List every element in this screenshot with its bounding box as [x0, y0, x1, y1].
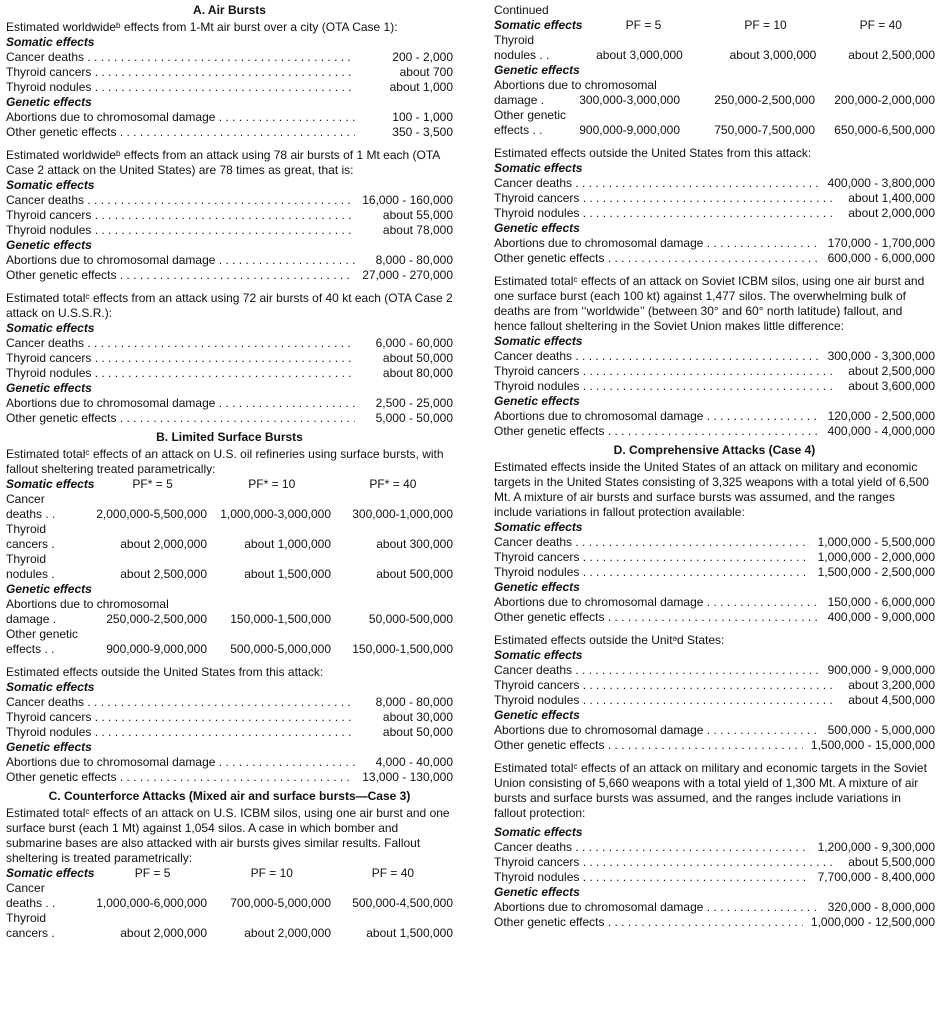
effect-row: Other genetic effects . . . 1,500,000 - 15,000,000: [494, 738, 935, 753]
intro-text: Estimated effects outside the United States from this attack:: [6, 665, 324, 679]
intro-text: Estimated totalᶜ effects from an attack using 72 air bursts of 40 kt each (OTA Case 2 attack on U.S.S.R.):: [6, 291, 453, 320]
somatic-heading: Somatic effects: [6, 35, 95, 49]
effect-row: Thyroid nodules . . . 1,500,000 - 2,500,000: [494, 565, 935, 580]
effect-row: Abortions due to chromosomal damage . . . 150,000 - 6,000,000: [494, 595, 935, 610]
somatic-heading: Somatic effects: [494, 161, 583, 175]
effect-row: Other genetic effects . . . 13,000 - 130,000: [6, 770, 453, 785]
genetic-heading: Genetic effects: [6, 740, 92, 754]
section-b-heading: B. Limited Surface Bursts: [156, 430, 303, 444]
intro-text: Estimated totalᶜ effects of an attack on Soviet ICBM silos, using one air burst and one surface burst (each 100 kt) against 1,477 silos. The overwhelming bulk of deaths are from ‘‘worldwide’’ (between 30° and 60° north latitude) fallout, and hence fallout sheltering in the Soviet Union makes little difference:: [494, 274, 925, 333]
effect-row: Thyroid nodules . . . about 3,600,000: [494, 379, 935, 394]
effect-row: Cancer deaths . . . 16,000 - 160,000: [6, 193, 453, 208]
effect-row: Cancer deaths . . . 900,000 - 9,000,000: [494, 663, 935, 678]
section-b-refineries: [6, 447, 453, 657]
effect-row: Thyroid cancers . . . about 55,000: [6, 208, 453, 223]
effect-row: Thyroid cancers . . . about 50,000: [6, 351, 453, 366]
section-d-us: [494, 460, 935, 625]
effect-row: Thyroid cancers . . . about 3,200,000: [494, 678, 935, 693]
section-a-case2: [6, 148, 453, 283]
effect-row: Other genetic effects . . . 27,000 - 270,000: [6, 268, 453, 283]
table-row: Thyroid nodules . . about 3,000,000 about 3,000,000 about 2,500,000: [494, 33, 935, 62]
genetic-heading: Genetic effects: [494, 394, 580, 408]
effect-row: Other genetic effects . . . 5,000 - 50,000: [6, 411, 453, 426]
section-d-outside: [494, 633, 935, 753]
effect-row: Abortions due to chromosomal damage . . . 320,000 - 8,000,000: [494, 900, 935, 915]
effect-row: Thyroid cancers . . . about 30,000: [6, 710, 453, 725]
genetic-heading: Genetic effects: [6, 381, 92, 395]
effect-row: Thyroid nodules . . . about 50,000: [6, 725, 453, 740]
somatic-heading: Somatic effects: [494, 825, 583, 839]
somatic-heading: Somatic effects: [494, 648, 583, 662]
table-row: Abortions due to chromosomal damage . 300,000-3,000,000 250,000-2,500,000 200,000-2,000,000: [494, 78, 935, 107]
section-a-case1: [6, 20, 453, 140]
section-a-heading: A. Air Bursts: [193, 3, 266, 17]
genetic-heading: Genetic effects: [494, 885, 580, 899]
pf-header-row: Somatic effects PF* = 5 PF* = 10 PF* = 40: [6, 477, 417, 491]
section-c-soviet: [494, 274, 935, 439]
effect-row: Abortions due to chromosomal damage . . . 8,000 - 80,000: [6, 253, 453, 268]
intro-text: Estimated worldwideᵇ effects from an attack using 78 air bursts of 1 Mt each (OTA Case 2 attack on the United States) are 78 times as great, that is:: [6, 148, 440, 177]
table-row: Abortions due to chromosomal damage . 250,000-2,500,000 150,000-1,500,000 50,000-500,000: [6, 597, 453, 626]
intro-text: Estimated effects inside the United States of an attack on military and economic targets in the United States consisting of 3,325 weapons with a total yield of 6,500 Mt. A mixture of air bursts and surface bursts was assumed, and the ranges include variations in fallout protection available:: [494, 460, 929, 519]
effect-row: Abortions due to chromosomal damage . . . 170,000 - 1,700,000: [494, 236, 935, 251]
table-row: Thyroid cancers . about 2,000,000 about 1,000,000 about 300,000: [6, 522, 453, 551]
effect-row: Thyroid nodules . . . about 80,000: [6, 366, 453, 381]
effect-row: Abortions due to chromosomal damage . . . 4,000 - 40,000: [6, 755, 453, 770]
somatic-heading: Somatic effects: [494, 334, 583, 348]
table-row: Other genetic effects . . 900,000-9,000,000 500,000-5,000,000 150,000-1,500,000: [6, 627, 453, 656]
genetic-heading: Genetic effects: [6, 95, 92, 109]
effect-row: Cancer deaths . . . 300,000 - 3,300,000: [494, 349, 935, 364]
effect-row: Other genetic effects . . . 400,000 - 4,000,000: [494, 424, 935, 439]
effect-row: Other genetic effects . . . 600,000 - 6,000,000: [494, 251, 935, 266]
effect-row: Abortions due to chromosomal damage . . . 100 - 1,000: [6, 110, 453, 125]
genetic-heading: Genetic effects: [494, 221, 580, 235]
effect-row: Abortions due to chromosomal damage . . . 500,000 - 5,000,000: [494, 723, 935, 738]
pf-header-row: Somatic effects PF = 5 PF = 10 PF = 40: [494, 18, 902, 32]
section-c-heading: C. Counterforce Attacks (Mixed air and surface bursts—Case 3): [48, 789, 411, 803]
intro-text: Estimated effects outside the United States from this attack:: [494, 146, 812, 160]
genetic-heading: Genetic effects: [6, 238, 92, 252]
intro-text: Estimated totalᶜ effects of an attack on U.S. ICBM silos, using one air burst and one surface burst (each 1 Mt) against 1,054 silos. A case in which bomber and submarine bases are also attacked with air bursts gives similar results. Fallout sheltering is treated parametrically:: [6, 806, 450, 865]
effect-row: Cancer deaths . . . 400,000 - 3,800,000: [494, 176, 935, 191]
table-row: Cancer deaths . . 1,000,000-6,000,000 700,000-5,000,000 500,000-4,500,000: [6, 881, 453, 910]
effect-row: Cancer deaths . . . 8,000 - 80,000: [6, 695, 453, 710]
effect-row: Other genetic effects . . . 1,000,000 - 12,500,000: [494, 915, 935, 930]
pf-header-row: Somatic effects PF = 5 PF = 10 PF = 40: [6, 866, 415, 880]
effect-row: Other genetic effects . . . 350 - 3,500: [6, 125, 453, 140]
effect-row: Thyroid cancers . . . about 2,500,000: [494, 364, 935, 379]
section-c-outside: [494, 146, 935, 266]
section-b-outside: [6, 665, 453, 785]
effect-row: Cancer deaths . . . 200 - 2,000: [6, 50, 453, 65]
effect-row: Cancer deaths . . . 1,200,000 - 9,300,000: [494, 840, 935, 855]
effect-row: Thyroid nodules . . . about 78,000: [6, 223, 453, 238]
effect-row: Thyroid nodules . . . 7,700,000 - 8,400,000: [494, 870, 935, 885]
somatic-heading: Somatic effects: [6, 321, 95, 335]
somatic-heading: Somatic effects: [6, 680, 95, 694]
genetic-heading: Genetic effects: [6, 582, 92, 596]
effect-row: Abortions due to chromosomal damage . . . 2,500 - 25,000: [6, 396, 453, 411]
section-d-heading: D. Comprehensive Attacks (Case 4): [613, 443, 816, 457]
intro-text: Estimated effects outside the Unitᵊd States:: [494, 633, 725, 647]
effect-row: Abortions due to chromosomal damage . . . 120,000 - 2,500,000: [494, 409, 935, 424]
table-row: Cancer deaths . . 2,000,000-5,500,000 1,000,000-3,000,000 300,000-1,000,000: [6, 492, 453, 521]
table-row: Thyroid nodules . about 2,500,000 about 1,500,000 about 500,000: [6, 552, 453, 581]
effect-row: Cancer deaths . . . 6,000 - 60,000: [6, 336, 453, 351]
effect-row: Other genetic effects . . . 400,000 - 9,000,000: [494, 610, 935, 625]
intro-text: Estimated totalᶜ effects of an attack on military and economic targets in the Soviet Union consisting of 5,660 weapons with a total yield of 1,300 Mt. A mixture of air bursts and surface bursts was assumed, and the ranges include variations in fallout protection:: [494, 761, 927, 820]
genetic-heading: Genetic effects: [494, 708, 580, 722]
somatic-heading: Somatic effects: [494, 520, 583, 534]
effect-row: Thyroid cancers . . . about 1,400,000: [494, 191, 935, 206]
section-a-case3: [6, 291, 453, 426]
left-column: [6, 3, 453, 941]
effect-row: Thyroid cancers . . . 1,000,000 - 2,000,000: [494, 550, 935, 565]
section-c-us-silos: [6, 806, 453, 941]
effect-row: Thyroid nodules . . . about 1,000: [6, 80, 453, 95]
table-row: Other genetic effects . . 900,000-9,000,000 750,000-7,500,000 650,000-6,500,000: [494, 108, 935, 137]
effect-row: Thyroid nodules . . . about 4,500,000: [494, 693, 935, 708]
section-c-continued: [494, 3, 935, 138]
intro-text: Estimated totalᶜ effects of an attack on U.S. oil refineries using surface bursts, with fallout sheltering treated parametrically:: [6, 447, 444, 476]
effect-row: Cancer deaths . . . 1,000,000 - 5,500,000: [494, 535, 935, 550]
effect-row: Thyroid cancers . . . about 5,500,000: [494, 855, 935, 870]
continued-label: Continued: [494, 3, 549, 17]
effect-row: Thyroid cancers . . . about 700: [6, 65, 453, 80]
section-d-soviet: [494, 761, 935, 930]
table-row: Thyroid cancers . about 2,000,000 about 2,000,000 about 1,500,000: [6, 911, 453, 940]
effect-row: Thyroid nodules . . . about 2,000,000: [494, 206, 935, 221]
somatic-heading: Somatic effects: [6, 178, 95, 192]
genetic-heading: Genetic effects: [494, 580, 580, 594]
intro-text: Estimated worldwideᵇ effects from 1-Mt air burst over a city (OTA Case 1):: [6, 20, 398, 34]
right-column: [494, 3, 935, 930]
genetic-heading: Genetic effects: [494, 63, 580, 77]
